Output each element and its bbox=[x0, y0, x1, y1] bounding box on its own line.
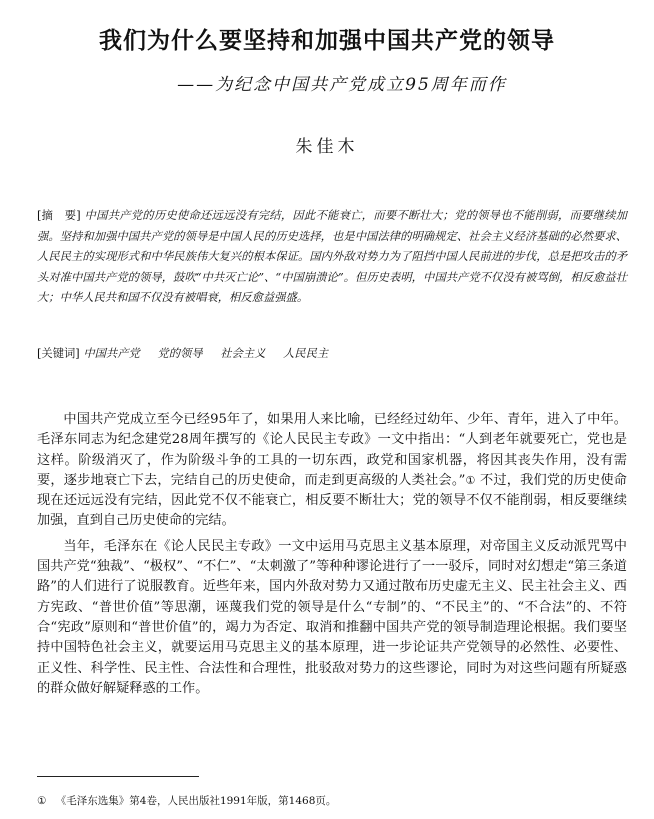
paragraph: 当年，毛泽东在《论人民民主专政》一文中运用马克思主义基本原理，对帝国主义反动派咒骂中国共产党“独裁”、“极权”、“不仁”、“太刺激了”等种种谬论进行了一一驳斥，同时对幻想走“第三条道路”的人们进行了说服教育。近些年来，国内外敌对势力又通过散布历史虚无主义、民主社会主义、西方宪政、“普世价值”等思潮，诬蔑我们党的领导是什么“专制”的、“不民主”的、“不合法”的、不符合“宪政”原则和“普世价值”的，竭力为否定、取消和推翻中国共产党的领导制造理论根据。我们要坚持中国特色社会主义，就要运用马克思主义的基本原理，进一步论证共产党领导的必然性、必要性、正义性、科学性、民主性、合法性和合理性，批驳敌对势力的这些谬论，同时为对这些问题有所疑惑的群众做好解疑释惑的工作。 bbox=[37, 538, 627, 696]
keyword: 人民民主 bbox=[283, 347, 329, 360]
paragraph-text: 不过，我们党的历史使命现在还远远没有完结，因此党不仅不能衰亡，相反要不断壮大；党的领导不仅不能削弱，相反要继续加强，直到自己历史使命的完结。 bbox=[37, 472, 627, 529]
body-text bbox=[37, 410, 627, 699]
footnote-text: 《毛泽东选集》第4卷，人民出版社1991年版，第1468页。 bbox=[55, 795, 337, 807]
keyword: 党的领导 bbox=[157, 347, 203, 360]
footnote-ref[interactable]: ① bbox=[465, 473, 476, 487]
footnote-mark: ① bbox=[37, 795, 47, 807]
footnote-divider bbox=[37, 776, 199, 777]
keywords-label: [关键词] bbox=[37, 347, 80, 360]
footnote bbox=[37, 794, 627, 808]
keyword: 中国共产党 bbox=[83, 347, 140, 360]
paragraph-text: 中国共产党成立至今已经95年了，如果用人来比喻，已经经过幼年、少年、青年，进入了中年。毛泽东同志为纪念建党28周年撰写的《论人民民主专政》一文中指出：“人到老年就要死亡，党也是这样。阶级消灭了，作为阶级斗争的工具的一切东西，政党和国家机器，将因其丧失作用，没有需要，逐步地衰亡下去，完结自己的历史使命，而走到更高级的人类社会。” bbox=[37, 412, 627, 488]
paper-title: 我们为什么要坚持和加强中国共产党的领导 bbox=[99, 28, 555, 54]
paragraph bbox=[37, 410, 627, 532]
keywords bbox=[37, 344, 627, 364]
abstract bbox=[37, 206, 627, 309]
paper-subtitle: ——为纪念中国共产党成立95周年而作 bbox=[177, 75, 507, 95]
abstract-text: 中国共产党的历史使命还远远没有完结，因此不能衰亡，而要不断壮大；党的领导也不能削弱，而要继续加强。坚持和加强中国共产党的领导是中国人民的历史选择，也是中国法律的明确规定、社会主义经济基础的必然要求、人民民主的实现形式和中华民族伟大复兴的根本保证。国内外敌对势力为了阻挡中国人民前进的步伐，总是把攻击的矛头对准中国共产党的领导，鼓吹“中共灭亡论”、“中国崩溃论”。但历史表明，中国共产党不仅没有被骂倒，相反愈益壮大；中华人民共和国不仅没有被唱衰，相反愈益强盛。 bbox=[37, 209, 627, 304]
abstract-label: [摘 要] bbox=[37, 209, 81, 222]
author-name: 朱佳木 bbox=[295, 137, 359, 157]
keyword: 社会主义 bbox=[220, 347, 266, 360]
